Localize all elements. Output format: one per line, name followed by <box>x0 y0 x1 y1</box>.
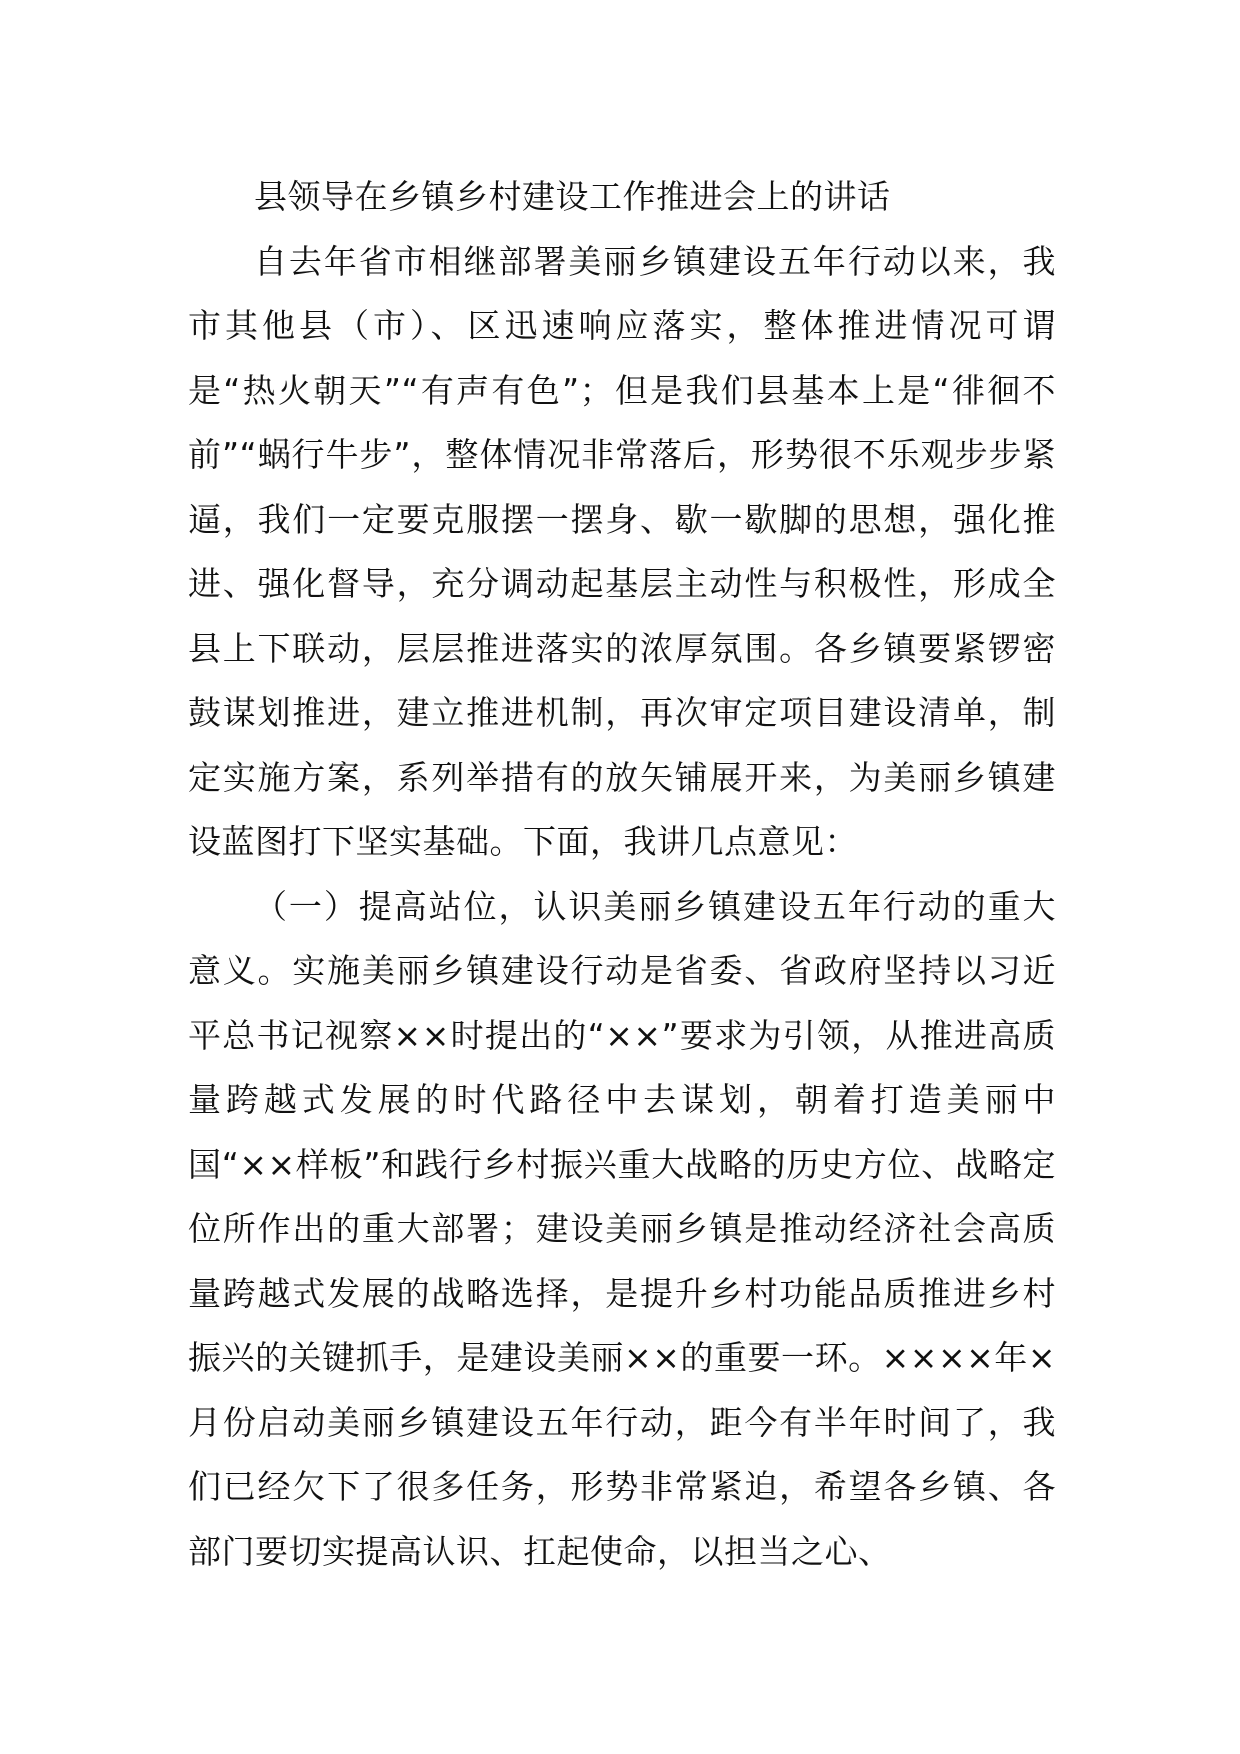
document-body <box>188 165 1056 1584</box>
paragraph-section-one: （一）提高站位，认识美丽乡镇建设五年行动的重大意义。实施美丽乡镇建设行动是省委、省政府坚持以习近平总书记视察××时提出的“××”要求为引领，从推进高质量跨越式发展的时代路径中去谋划，朝着打造美丽中国“××样板”和践行乡村振兴重大战略的历史方位、战略定位所作出的重大部署；建设美丽乡镇是推动经济社会高质量跨越式发展的战略选择，是提升乡村功能品质推进乡村振兴的关键抓手，是建设美丽××的重要一环。××××年×月份启动美丽乡镇建设五年行动，距今有半年时间了，我们已经欠下了很多任务，形势非常紧迫，希望各乡镇、各部门要切实提高认识、扛起使命，以担当之心、 <box>188 886 1056 1571</box>
paragraph-intro: 自去年省市相继部署美丽乡镇建设五年行动以来，我市其他县（市）、区迅速响应落实，整体推进情况可谓是“热火朝天”“有声有色”；但是我们县基本上是“徘徊不前”“蜗行牛步”，整体情况非常落后，形势很不乐观步步紧逼，我们一定要克服摆一摆身、歇一歇脚的思想，强化推进、强化督导，充分调动起基层主动性与积极性，形成全县上下联动，层层推进落实的浓厚氛围。各乡镇要紧锣密鼓谋划推进，建立推进机制，再次审定项目建设清单，制定实施方案，系列举措有的放矢铺展开来，为美丽乡镇建设蓝图打下坚实基础。下面，我讲几点意见： <box>188 241 1056 861</box>
document-title: 县领导在乡镇乡村建设工作推进会上的讲话 <box>254 177 891 216</box>
